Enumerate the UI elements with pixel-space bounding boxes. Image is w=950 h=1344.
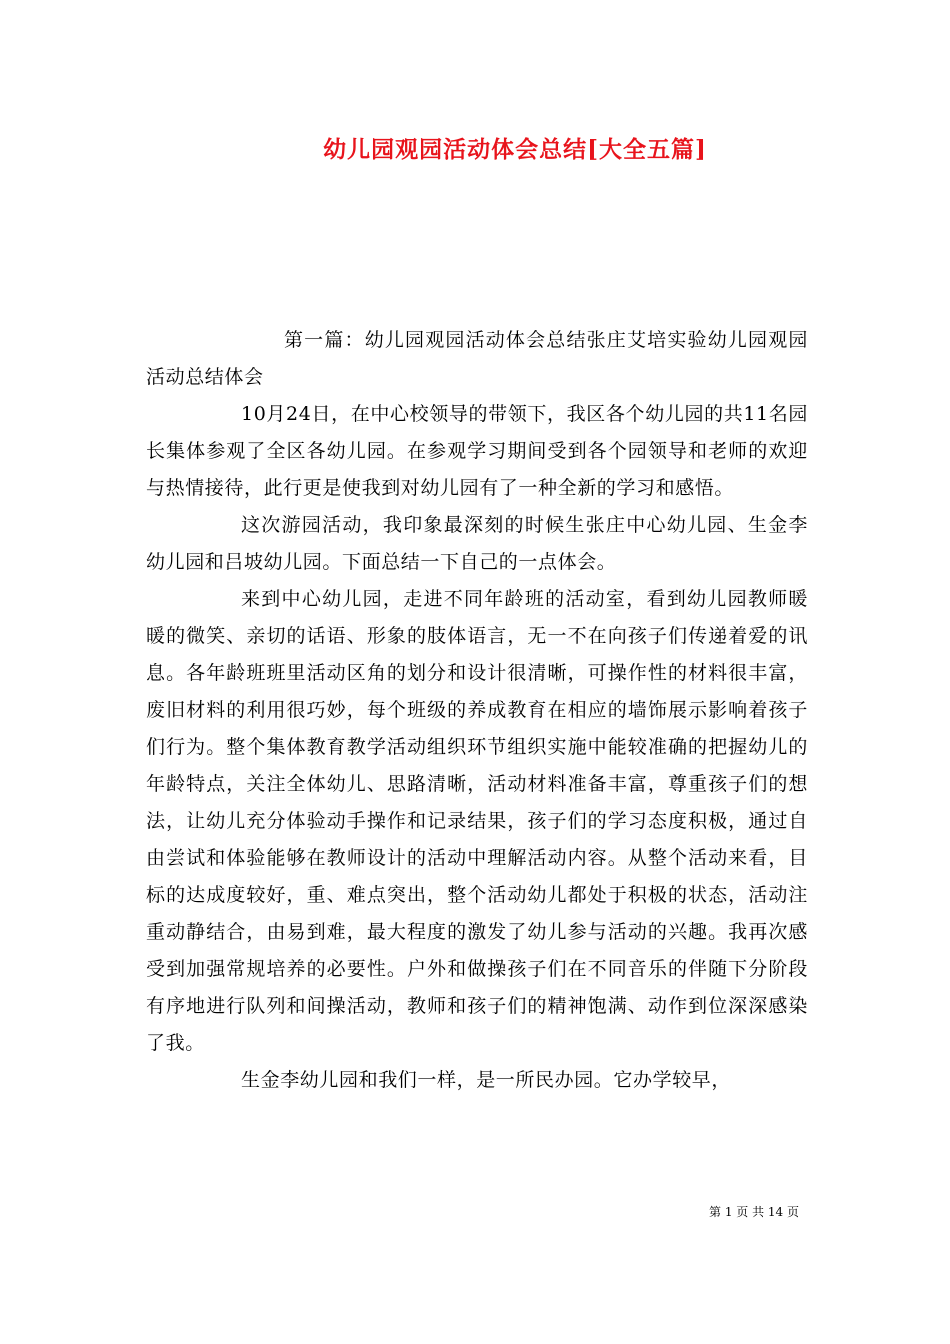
document-body [146, 322, 808, 1099]
paragraph-visit: 这次游园活动，我印象最深刻的时候生张庄中心幼儿园、生金李幼儿园和吕坡幼儿园。下面总结一下自己的一点体会。 [146, 514, 808, 573]
page-number: 第 1 页 共 14 页 [709, 1205, 799, 1219]
paragraph-intro: 10月24日，在中心校领导的带领下，我区各个幼儿园的共11名园长集体参观了全区各幼儿园。在参观学习期间受到各个园领导和老师的欢迎与热情接待，此行更是使我到对幼儿园有了一种全新的学习和感悟。 [146, 403, 808, 499]
paragraph-heading: 第一篇：幼儿园观园活动体会总结张庄艾培实验幼儿园观园活动总结体会 [146, 329, 808, 388]
paragraph-shengjinli: 生金李幼儿园和我们一样，是一所民办园。它办学较早， [241, 1069, 732, 1091]
document-title: 幼儿园观园活动体会总结[大全五篇] [323, 136, 707, 163]
paragraph-center-kindergarten: 来到中心幼儿园，走进不同年龄班的活动室，看到幼儿园教师暖暖的微笑、亲切的话语、形象的肢体语言，无一不在向孩子们传递着爱的讯息。各年龄班班里活动区角的划分和设计很清晰，可操作性的材料很丰富，废旧材料的利用很巧妙，每个班级的养成教育在相应的墙饰展示影响着孩子们行为。整个集体教育教学活动组织环节组织实施中能较准确的把握幼儿的年龄特点，关注全体幼儿、思路清晰，活动材料准备丰富，尊重孩子们的想法，让幼儿充分体验动手操作和记录结果，孩子们的学习态度积极，通过自由尝试和体验能够在教师设计的活动中理解活动内容。从整个活动来看，目标的达成度较好，重、难点突出，整个活动幼儿都处于积极的状态，活动注重动静结合，由易到难，最大程度的激发了幼儿参与活动的兴趣。我再次感受到加强常规培养的必要性。户外和做操孩子们在不同音乐的伴随下分阶段有序地进行队列和间操活动，教师和孩子们的精神饱满、动作到位深深感染了我。 [146, 588, 808, 1054]
